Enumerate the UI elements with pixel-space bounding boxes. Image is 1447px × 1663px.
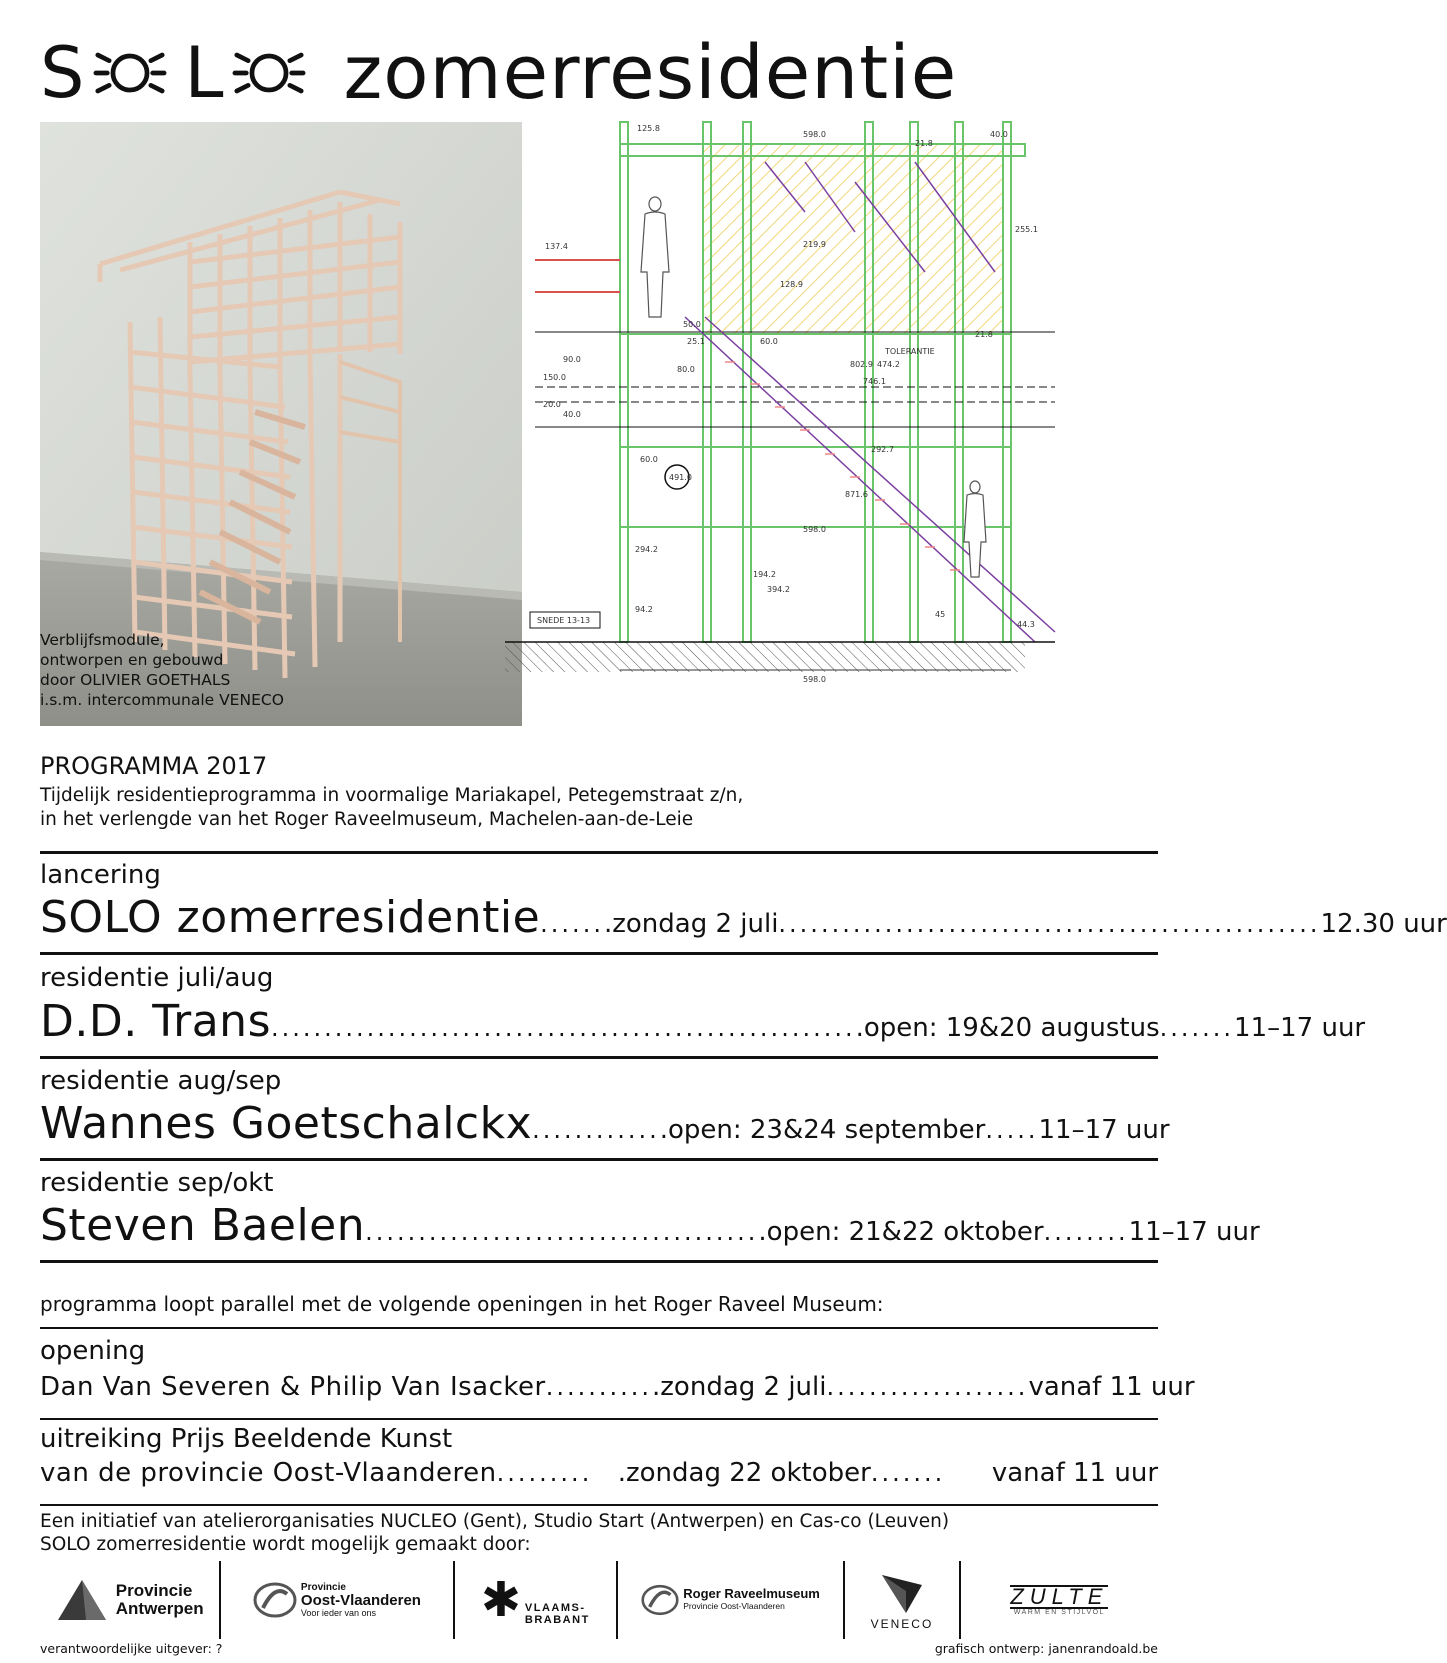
- dim: 45: [935, 610, 946, 619]
- dim: 474.2: [877, 360, 900, 369]
- event-row-prijs: [40, 1458, 1158, 1488]
- leader-dots: ............: [532, 1116, 660, 1144]
- dim: 219.9: [803, 240, 826, 249]
- logo-text: VLAAMS-: [524, 1602, 586, 1614]
- leader-dots: .......................................................: [271, 1014, 856, 1042]
- dim: 802.9: [850, 360, 873, 369]
- caption-line: door OLIVIER GOETHALS: [40, 671, 231, 689]
- event-row-opening: [40, 1372, 1195, 1402]
- dim: 94.2: [635, 605, 653, 614]
- leader-dots: ........: [1043, 1218, 1129, 1246]
- dim: 60.0: [640, 455, 658, 464]
- dim: 598.0: [803, 675, 826, 684]
- logo-text: Voor ieder van ons: [300, 1607, 376, 1618]
- logo-text: WARM EN STIJLVOL: [1013, 1608, 1106, 1616]
- dim: 40.0: [563, 410, 581, 419]
- logo-oost-vlaanderen: [221, 1558, 452, 1642]
- logo-text: Provincie: [300, 1581, 346, 1593]
- event-time: 11–17 uur: [1038, 1115, 1170, 1145]
- leader-dots: .......: [1159, 1014, 1235, 1042]
- section-label-lancering: lancering: [40, 860, 161, 890]
- solo-logo: [40, 32, 305, 114]
- dim: 491.0: [669, 473, 692, 482]
- dim: 137.4: [545, 242, 568, 251]
- dim: 25.1: [687, 337, 705, 346]
- divider: [40, 851, 1158, 854]
- sun-icon: [94, 40, 166, 106]
- solo-letter-s: S: [40, 32, 87, 114]
- veneco-triangle-icon: [878, 1569, 926, 1617]
- event-row-solo: [40, 892, 1447, 943]
- solo-letter-l: L: [184, 32, 226, 114]
- photo-caption: [40, 630, 284, 710]
- dim: 60.0: [760, 337, 778, 346]
- dim: 20.0: [543, 400, 561, 409]
- dim: 255.1: [1015, 225, 1038, 234]
- leader-dots: ......: [540, 910, 604, 938]
- dim: 871.6: [845, 490, 868, 499]
- footer-design-credit: grafisch ontwerp: janenrandoald.be: [934, 1641, 1158, 1656]
- event-name: Steven Baelen: [40, 1200, 366, 1251]
- sponsor-logos: [40, 1555, 1158, 1645]
- section-label-residentie: residentie juli/aug: [40, 963, 274, 993]
- oost-vlaanderen-swirl-icon: [253, 1578, 297, 1622]
- section-drawing: [535, 122, 1160, 726]
- logo-roger-raveelmuseum: [618, 1558, 843, 1642]
- dim: 50.0: [683, 320, 701, 329]
- event-date: .zondag 2 juli: [603, 909, 779, 939]
- initiative-line: Een initiatief van atelierorganisaties NUCLEO (Gent), Studio Start (Antwerpen) en Cas-co (Leuven): [40, 1511, 950, 1532]
- dim: 394.2: [767, 585, 790, 594]
- event-date: .open: 19&20 augustus: [855, 1013, 1160, 1043]
- divider: [40, 1418, 1158, 1420]
- event-time: 11–17 uur: [1234, 1013, 1366, 1043]
- leader-dots: .........: [496, 1459, 593, 1487]
- event-row-steven: [40, 1200, 1260, 1251]
- logo-provincie-antwerpen: [40, 1558, 219, 1642]
- dim: 292.7: [871, 445, 894, 454]
- initiative-text: [40, 1510, 949, 1556]
- architectural-section: [535, 122, 1160, 726]
- event-name: SOLO zomerresidentie: [40, 892, 541, 943]
- divider: [40, 1158, 1158, 1161]
- asterisk-icon: ✱: [480, 1572, 521, 1628]
- program-description-line: in het verlengde van het Roger Raveelmuseum, Machelen-aan-de-Leie: [40, 809, 694, 830]
- dim: 598.0: [803, 130, 826, 139]
- logo-text: BRABANT: [524, 1614, 590, 1626]
- dim: 598.0: [803, 525, 826, 534]
- tolerance-label: TOLERANTIE: [885, 347, 935, 356]
- page-title: [40, 28, 1160, 118]
- parallel-note: programma loopt parallel met de volgende openingen in het Roger Raveel Museum:: [40, 1292, 884, 1316]
- initiative-line: SOLO zomerresidentie wordt mogelijk gemaakt door:: [40, 1534, 531, 1555]
- divider: [40, 952, 1158, 955]
- logo-text: Provincie Oost-Vlaanderen: [683, 1601, 785, 1611]
- event-time: 11–17 uur: [1128, 1217, 1260, 1247]
- section-label-residentie: residentie sep/okt: [40, 1168, 274, 1198]
- leader-dots: ...................: [826, 1373, 1029, 1401]
- raveel-swirl-icon: [641, 1581, 679, 1619]
- section-label-residentie: residentie aug/sep: [40, 1066, 282, 1096]
- dim: 80.0: [677, 365, 695, 374]
- caption-line: i.s.m. intercommunale VENECO: [40, 691, 284, 709]
- event-row-wannes: [40, 1098, 1170, 1149]
- program-description: [40, 784, 743, 832]
- dim: 150.0: [543, 373, 566, 382]
- dim: 194.2: [753, 570, 776, 579]
- logo-text: Oost-Vlaanderen: [300, 1591, 421, 1609]
- dim: 21.8: [915, 139, 933, 148]
- logo-zulte: [961, 1558, 1158, 1642]
- divider: [40, 1327, 1158, 1329]
- leader-dots: .......: [870, 1459, 946, 1487]
- title-zomerresidentie: zomerresidentie: [343, 30, 958, 116]
- logo-text: Roger Raveelmuseum: [683, 1586, 820, 1601]
- event-name: Dan Van Severen & Philip Van Isacker: [40, 1372, 546, 1402]
- caption-line: Verblijfsmodule,: [40, 631, 165, 649]
- dim: 44.3: [1017, 620, 1035, 629]
- event-time: vanaf 11 uur: [1028, 1372, 1195, 1402]
- dim: 21.8: [975, 330, 993, 339]
- footer-publisher: verantwoordelijke uitgever: ?: [40, 1641, 223, 1656]
- logo-veneco: [845, 1558, 959, 1642]
- dim: 40.0: [990, 130, 1008, 139]
- leader-dots: ...................................................: [778, 910, 1321, 938]
- event-name: van de provincie Oost-Vlaanderen: [40, 1458, 497, 1488]
- divider: [40, 1056, 1158, 1059]
- dim: 746.1: [863, 377, 886, 386]
- event-time: vanaf 11 uur: [991, 1458, 1159, 1488]
- section-label: SNEDE 13-13: [537, 616, 591, 625]
- event-name: Wannes Goetschalckx: [40, 1098, 533, 1149]
- logo-text: Provincie: [115, 1581, 193, 1600]
- dim: 294.2: [635, 545, 658, 554]
- section-label-prijs: uitreiking Prijs Beeldende Kunst: [40, 1424, 453, 1454]
- logo-text: VENECO: [870, 1617, 934, 1631]
- dim: 90.0: [563, 355, 581, 364]
- event-time: 12.30 uur: [1320, 909, 1447, 939]
- divider: [40, 1260, 1158, 1263]
- section-label-opening: opening: [40, 1336, 146, 1366]
- event-row-ddtrans: [40, 996, 1366, 1047]
- program-description-line: Tijdelijk residentieprogramma in voormalige Mariakapel, Petegemstraat z/n,: [40, 785, 744, 806]
- leader-dots: .....: [985, 1116, 1039, 1144]
- divider: [40, 1504, 1158, 1506]
- event-date: .zondag 22 oktober: [617, 1458, 871, 1488]
- event-name: D.D. Trans: [40, 996, 271, 1047]
- caption-line: ontworpen en gebouwd: [40, 651, 224, 669]
- event-date: .open: 23&24 september: [659, 1115, 986, 1145]
- antwerpen-pyramid-icon: [56, 1578, 108, 1622]
- dim: 125.8: [637, 124, 660, 133]
- leader-dots: ..........: [545, 1373, 653, 1401]
- leader-dots: .....................................: [365, 1218, 759, 1246]
- dim: 128.9: [780, 280, 803, 289]
- logo-text: ZULTE: [1010, 1583, 1109, 1609]
- event-date: .zondag 2 juli: [652, 1372, 827, 1402]
- sun-icon: [233, 40, 305, 106]
- event-date: .open: 21&22 oktober: [758, 1217, 1044, 1247]
- logo-text: Antwerpen: [115, 1599, 204, 1618]
- logo-vlaams-brabant: [455, 1558, 616, 1642]
- program-title: PROGRAMMA 2017: [40, 752, 268, 780]
